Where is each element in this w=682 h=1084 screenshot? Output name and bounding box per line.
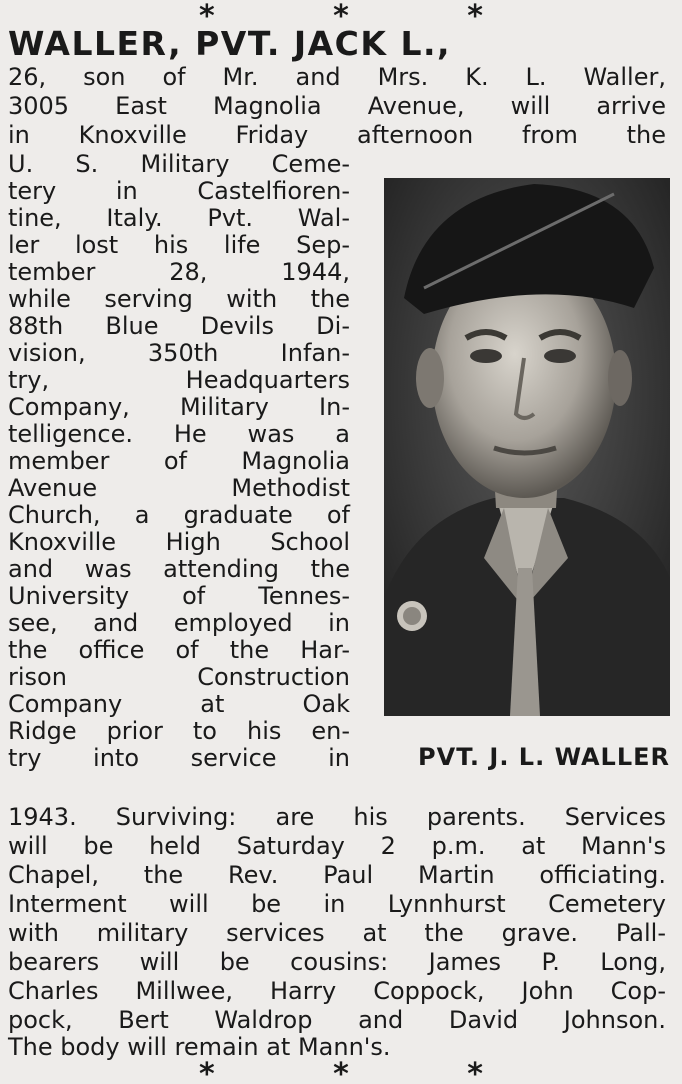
body-line: Company at Oak (8, 690, 350, 718)
body-line: University of Tennes- (8, 582, 350, 610)
body-line: 3005 East Magnolia Avenue, will arrive (8, 92, 666, 120)
separator-stars-bottom: * * * (199, 1057, 537, 1084)
body-line: while serving with the (8, 285, 350, 313)
body-line: member of Magnolia (8, 447, 350, 475)
photo-caption: PVT. J. L. WALLER (418, 743, 670, 771)
body-line: 88th Blue Devils Di- (8, 312, 350, 340)
body-line: Ridge prior to his en- (8, 717, 350, 745)
body-line: Interment will be in Lynnhurst Cemetery (8, 890, 666, 918)
body-line: Charles Millwee, Harry Coppock, John Cop- (8, 977, 666, 1005)
body-line: vision, 350th Infan- (8, 339, 350, 367)
separator-stars-top: * * * (199, 0, 537, 34)
body-line: bearers will be cousins: James P. Long, (8, 948, 666, 976)
body-line: try into service in (8, 744, 350, 772)
body-line: Avenue Methodist (8, 474, 350, 502)
body-line: ler lost his life Sep- (8, 231, 350, 259)
soldier-portrait-image (384, 178, 670, 716)
body-line: telligence. He was a (8, 420, 350, 448)
body-line: Company, Military In- (8, 393, 350, 421)
body-line: Knoxville High School (8, 528, 350, 556)
body-line-last: The body will remain at Mann's. (8, 1033, 391, 1061)
body-line: rison Construction (8, 663, 350, 691)
body-line: pock, Bert Waldrop and David Johnson. (8, 1006, 666, 1034)
body-line: and was attending the (8, 555, 350, 583)
body-line: U. S. Military Ceme- (8, 150, 350, 178)
body-line: 26, son of Mr. and Mrs. K. L. Waller, (8, 63, 666, 91)
body-line: in Knoxville Friday afternoon from the (8, 121, 666, 149)
body-line: Chapel, the Rev. Paul Martin officiating. (8, 861, 666, 889)
body-line: tery in Castelfioren- (8, 177, 350, 205)
portrait-photo (384, 178, 670, 716)
obituary-headline: WALLER, PVT. JACK L., (8, 24, 452, 63)
body-line: tember 28, 1944, (8, 258, 350, 286)
body-line: the office of the Har- (8, 636, 350, 664)
body-line: 1943. Surviving: are his parents. Services (8, 803, 666, 831)
body-line: Church, a graduate of (8, 501, 350, 529)
body-line: will be held Saturday 2 p.m. at Mann's (8, 832, 666, 860)
body-line: see, and employed in (8, 609, 350, 637)
body-line: with military services at the grave. Pall- (8, 919, 666, 947)
body-line: tine, Italy. Pvt. Wal- (8, 204, 350, 232)
body-line: try, Headquarters (8, 366, 350, 394)
